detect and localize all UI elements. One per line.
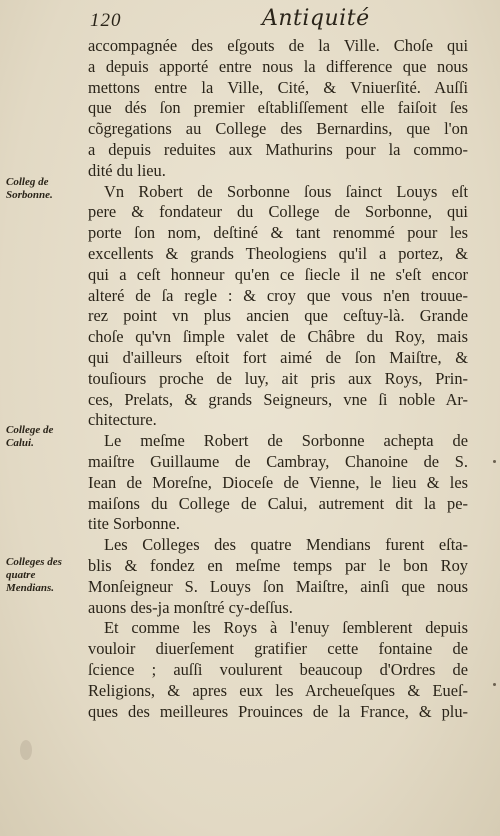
text-line: ſcience ; auſſi voulurent beaucoup d'Ordres de bbox=[88, 659, 468, 679]
paragraph bbox=[88, 618, 468, 722]
body-text bbox=[88, 36, 468, 722]
text-line: a depuis reduites aux Mathurins pour la commo- bbox=[88, 139, 468, 159]
margin-note-line: Mendians. bbox=[6, 582, 54, 594]
paragraph bbox=[88, 431, 468, 535]
text-line: Le meſme Robert de Sorbonne achepta de bbox=[104, 431, 468, 451]
margin-note-line: Colleg de bbox=[6, 176, 49, 188]
text-line: auons des-ja monſtré cy-deſſus. bbox=[88, 597, 293, 617]
paper-speck bbox=[493, 683, 496, 686]
margin-note-line: College de bbox=[6, 424, 54, 436]
text-line: alteré de ſa regle : & croy que vous n'en trouue- bbox=[88, 285, 468, 305]
text-line: qui d'ailleurs eſtoit fort aimé de ſon Maiſtre, & bbox=[88, 347, 468, 367]
text-line: blis & fondez en meſme temps par le bon Roy bbox=[88, 555, 468, 575]
text-line: vouloir diuerſement gratifier cette fontaine de bbox=[88, 639, 468, 659]
text-line: cõgregations au College des Bernardins, que l'on bbox=[88, 119, 468, 139]
margin-note-mendians bbox=[6, 556, 86, 595]
text-line: pere & fondateur du College de Sorbonne, qui bbox=[88, 202, 468, 222]
text-line: tite Sorbonne. bbox=[88, 514, 180, 534]
text-line: chitecture. bbox=[88, 410, 157, 430]
text-line: maiſtre Guillaume de Cambray, Chanoine de S. bbox=[88, 451, 468, 471]
text-line: rez point vn plus ancien que ceſtuy-là. Grande bbox=[88, 306, 468, 326]
margin-note-line: Sorbonne. bbox=[6, 189, 53, 201]
margin-note-line: Calui. bbox=[6, 437, 34, 449]
text-line: touſiours proche de luy, ait pris aux Roys, Prin- bbox=[88, 368, 468, 388]
paragraph bbox=[88, 182, 468, 432]
text-line: qui a ceſt honneur qu'en ce ſiecle il ne s'eſt encor bbox=[88, 264, 468, 284]
margin-note-line: Colleges des bbox=[6, 556, 62, 568]
text-line: a depuis apporté entre nous la difference que nous bbox=[88, 56, 468, 76]
text-line: Les Colleges des quatre Mendians furent eſta- bbox=[104, 535, 468, 555]
paper-smudge bbox=[20, 740, 32, 760]
text-line: mettons entre la Ville, Cité, & Vniuerſité. Auſſi bbox=[88, 77, 468, 97]
paragraph bbox=[88, 36, 468, 182]
text-line: Et comme les Roys à l'enuy ſemblerent depuis bbox=[104, 618, 468, 638]
text-line: que dés ſon premier eſtabliſſement elle faiſoit ſes bbox=[88, 98, 468, 118]
text-line: choſe qu'vn ſimple valet de Châbre du Roy, mais bbox=[88, 327, 468, 347]
margin-note-sorbonne bbox=[6, 176, 86, 202]
page-number: 120 bbox=[90, 10, 122, 31]
text-line: dité du lieu. bbox=[88, 160, 166, 180]
running-title: Antiquité bbox=[262, 6, 370, 31]
text-line: Monſeigneur S. Louys ſon Maiſtre, ainſi que nous bbox=[88, 576, 468, 596]
margin-note-calui bbox=[6, 424, 86, 450]
text-line: ces, Prelats, & grands Seigneurs, vne ſi noble Ar- bbox=[88, 389, 468, 409]
text-line: porte ſon nom, deſtiné & tant renommé pour les bbox=[88, 223, 468, 243]
text-line: excellents & grands Theologiens qu'il a portez, & bbox=[88, 243, 468, 263]
text-line: maiſons du College de Calui, autrement dit la pe- bbox=[88, 493, 468, 513]
text-line: Vn Robert de Sorbonne ſous ſainct Louys eſt bbox=[104, 181, 468, 201]
text-line: accompagnée des eſgouts de la Ville. Choſe qui bbox=[88, 36, 468, 55]
text-line: Iean de Moreſne, Dioceſe de Vienne, le lieu & les bbox=[88, 472, 468, 492]
text-line: ques des meilleures Prouinces de la France, & plu- bbox=[88, 701, 468, 721]
paragraph bbox=[88, 535, 468, 618]
text-line: Religions, & apres eux les Archeueſques & Eueſ- bbox=[88, 680, 468, 700]
paper-speck bbox=[493, 460, 496, 463]
margin-note-line: quatre bbox=[6, 569, 36, 581]
